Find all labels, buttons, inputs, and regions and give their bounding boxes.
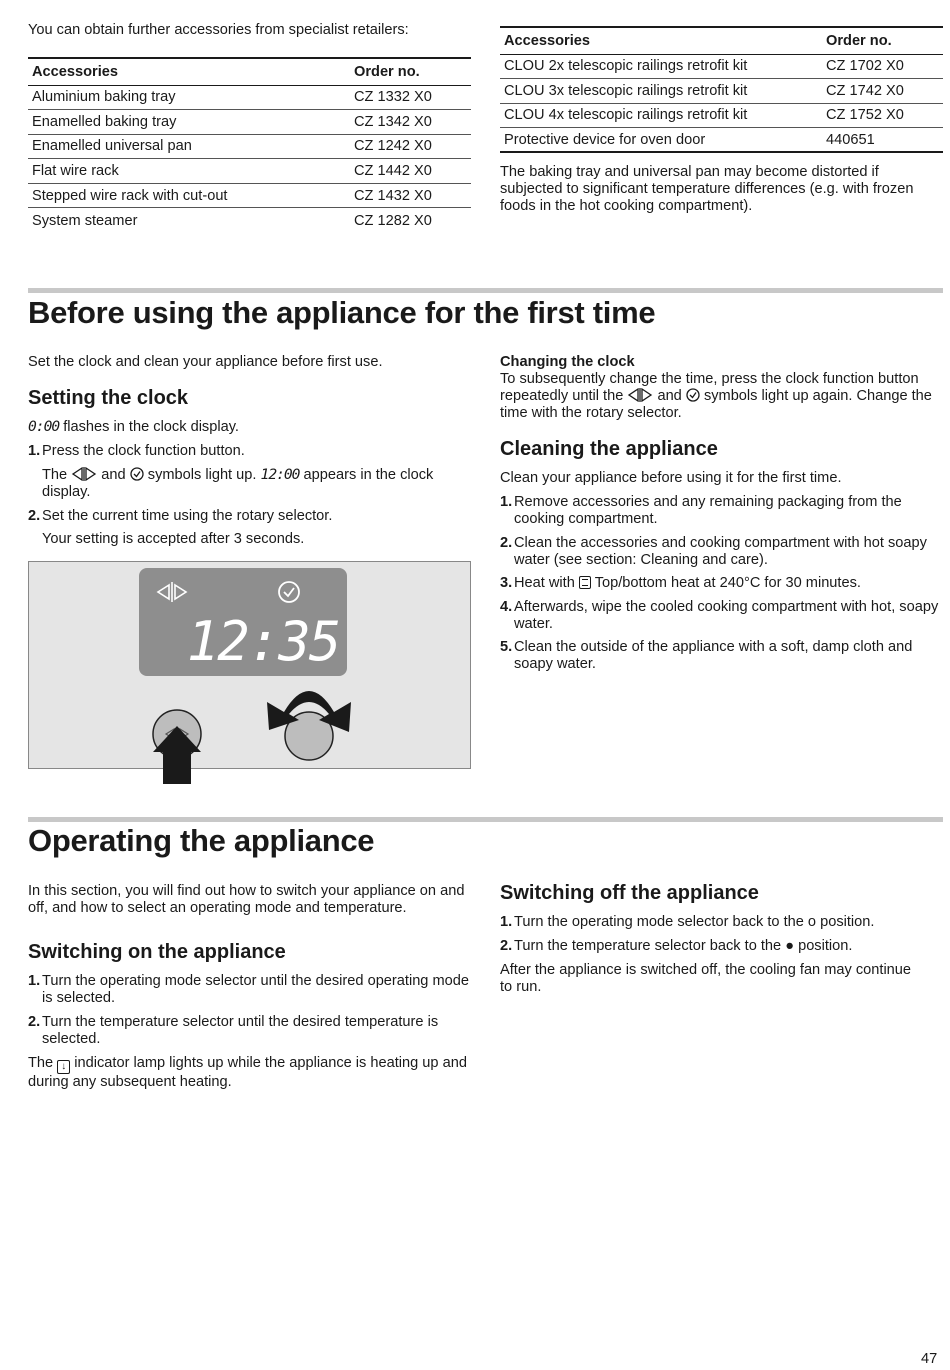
table-row: [28, 208, 471, 233]
step: [28, 508, 471, 525]
distortion-note: The baking tray and universal pan may become distorted if subjected to significant temperature differences (e.g. with frozen foods in the hot cooking compartment).: [500, 164, 914, 214]
table-cell: Stepped wire rack with cut-out: [28, 183, 350, 208]
lamp-text-b: indicator lamp lights up while the appliance is heating up and during any subsequent heating.: [28, 1055, 467, 1090]
table-row: [28, 110, 471, 135]
table-cell: CZ 1742 X0: [822, 79, 943, 104]
list-item: [500, 575, 940, 592]
control-panel-drawing: [29, 562, 472, 770]
table-row: [28, 134, 471, 159]
clock-display-readout: 12:35: [186, 610, 340, 673]
step-text: Clean the accessories and cooking compartment with hot soapy water (see section: Cleaning and care).: [514, 534, 927, 568]
table-cell: CLOU 3x telescopic railings retrofit kit: [500, 79, 822, 104]
setting-clock-heading: Setting the clock: [28, 387, 189, 409]
table-row: [28, 85, 471, 110]
table-cell: 440651: [822, 128, 943, 153]
table-cell: CZ 1752 X0: [822, 103, 943, 128]
table-cell: CZ 1442 X0: [350, 159, 471, 184]
flash-text: flashes in the clock display.: [63, 419, 239, 435]
changing-clock-text-a: To subsequently change the time, press the clock function button repeatedly until the: [500, 371, 919, 404]
section-heading-first-time: Before using the appliance for the first time: [28, 295, 656, 330]
step-sub: Your setting is accepted after 3 seconds.: [42, 531, 305, 547]
step-number: 1.: [28, 973, 41, 989]
table-cell: Protective device for oven door: [500, 128, 822, 153]
step-number: 2.: [28, 507, 41, 524]
accessories-table-left: [28, 57, 471, 233]
table-header: Accessories: [28, 58, 350, 85]
table-cell: CZ 1432 X0: [350, 183, 471, 208]
switching-on-heading: Switching on the appliance: [28, 941, 286, 963]
clock-icon: [130, 467, 144, 481]
changing-clock-text-c: symbols light up again. Change the time with the rotary selector.: [500, 388, 932, 421]
operating-intro: In this section, you will find out how to switch your appliance on and off, and how to select an operating mode and temperature.: [28, 883, 465, 916]
step-text: Turn the temperature selector back to the ● position.: [514, 937, 853, 954]
changing-clock-text: [500, 371, 940, 422]
table-cell: Enamelled baking tray: [28, 110, 350, 135]
list-item: [500, 914, 940, 931]
list-item: [500, 535, 940, 569]
step-text: Set the current time using the rotary selector.: [42, 507, 333, 524]
time-arrows-icon: [627, 388, 653, 402]
cooling-fan-note: After the appliance is switched off, the cooling fan may continue to run.: [500, 962, 912, 995]
cleaning-heading: Cleaning the appliance: [500, 438, 718, 460]
table-header: Order no.: [822, 27, 943, 54]
table-cell: CZ 1702 X0: [822, 54, 943, 79]
step-sub-text: The: [42, 467, 68, 483]
step-text: Press the clock function button.: [42, 442, 245, 459]
switching-off-steps: [500, 914, 940, 961]
table-cell: CZ 1282 X0: [354, 212, 432, 229]
step-text: Turn the operating mode selector back to the o position.: [514, 914, 875, 930]
step-number: 1.: [500, 494, 513, 510]
table-cell: Flat wire rack: [28, 159, 350, 184]
step-sub-text: and: [101, 467, 126, 483]
cleaning-intro: Clean your appliance before using it for the first time.: [500, 470, 842, 486]
step-text: Turn the temperature selector until the desired temperature is selected.: [42, 1013, 439, 1047]
section-rule: [28, 288, 943, 293]
step-sub-text: symbols light up.: [147, 467, 257, 483]
step: [28, 443, 471, 460]
cleaning-steps: [500, 494, 940, 680]
control-panel-illustration: [28, 561, 471, 769]
lamp-text-a: The: [28, 1055, 54, 1071]
table-cell: Aluminium baking tray: [28, 85, 350, 110]
section-rule: [28, 817, 943, 822]
step-number: 4.: [500, 598, 513, 615]
time-arrows-icon: [71, 467, 97, 481]
list-item: [28, 1014, 473, 1048]
indicator-lamp-note: [28, 1055, 473, 1091]
changing-clock-text-b: and: [657, 388, 682, 404]
table-cell: CLOU 2x telescopic railings retrofit kit: [500, 54, 822, 79]
list-item: [500, 494, 940, 528]
step-text: Remove accessories and any remaining packaging from the cooking compartment.: [514, 494, 902, 527]
step-number: 2.: [28, 1013, 41, 1030]
step-text: Heat with: [514, 575, 575, 591]
step-text: Top/bottom heat at 240°C for 30 minutes.: [594, 575, 861, 591]
table-header: Accessories: [500, 27, 822, 54]
section-heading-operating: Operating the appliance: [28, 823, 375, 858]
step-text: Clean the outside of the appliance with a soft, damp cloth and soapy water.: [514, 639, 913, 672]
list-item: [500, 938, 940, 955]
intro-text: You can obtain further accessories from specialist retailers:: [28, 22, 409, 38]
accessories-table-right: [500, 26, 943, 153]
table-row: [500, 54, 943, 79]
table-row: [500, 103, 943, 128]
changing-clock-heading: Changing the clock: [500, 354, 635, 370]
step-number: 3.: [500, 575, 513, 591]
page-number: 47: [921, 1351, 938, 1367]
table-cell: CZ 1242 X0: [350, 134, 471, 159]
list-item: [500, 639, 940, 673]
step-number: 2.: [500, 937, 513, 954]
step-text: Turn the operating mode selector until the desired operating mode is selected.: [42, 973, 469, 1006]
changing-clock-block: [500, 354, 940, 422]
table-row: [28, 183, 471, 208]
step-sub: [28, 466, 471, 501]
clock-display-text: 0:00: [28, 418, 60, 435]
switching-off-heading: Switching off the appliance: [500, 882, 759, 904]
step-text: Afterwards, wipe the cooled cooking compartment with hot, soapy water.: [514, 598, 939, 632]
table-cell: System steamer: [32, 212, 138, 229]
list-item: [500, 599, 940, 633]
flash-line: [28, 418, 471, 436]
list-item: [28, 973, 473, 1007]
step-number: 5.: [500, 639, 513, 655]
step-number: 1.: [500, 914, 513, 930]
clock-icon: [686, 388, 700, 402]
table-header: Order no.: [350, 58, 471, 85]
step-sub-text: appears in the clock display.: [42, 467, 434, 500]
table-cell: CZ 1342 X0: [350, 110, 471, 135]
table-row: [500, 79, 943, 104]
first-time-intro: Set the clock and clean your appliance before first use.: [28, 354, 383, 370]
switching-on-steps: [28, 973, 473, 1054]
table-cell: Enamelled universal pan: [28, 134, 350, 159]
table-row: [500, 128, 943, 153]
step-number: 1.: [28, 442, 41, 459]
table-cell: CZ 1332 X0: [350, 85, 471, 110]
table-row: [28, 159, 471, 184]
clock-display-text: 12:00: [260, 466, 300, 483]
step-number: 2.: [500, 534, 513, 551]
top-bottom-heat-icon: [579, 576, 591, 589]
setting-clock-body: [28, 418, 471, 555]
table-cell: CLOU 4x telescopic railings retrofit kit: [500, 103, 822, 128]
heating-indicator-icon: ↓: [57, 1060, 70, 1074]
